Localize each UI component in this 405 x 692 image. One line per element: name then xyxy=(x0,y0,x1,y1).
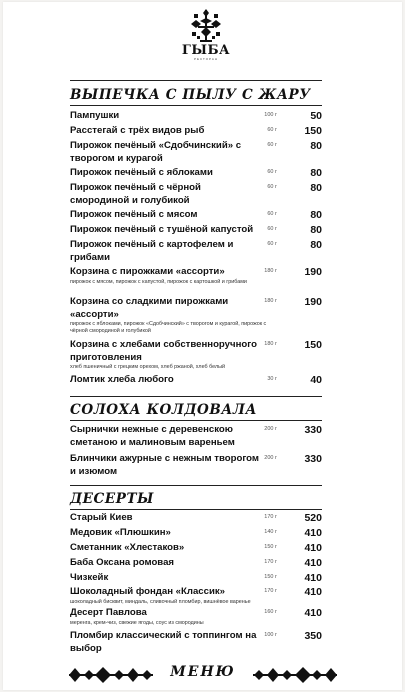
item-weight: 60 г xyxy=(267,127,277,133)
item-price: 80 xyxy=(310,209,322,221)
item-weight: 200 г xyxy=(264,426,277,432)
item-weight: 60 г xyxy=(267,169,277,175)
item-name: Десерт Павлова xyxy=(70,607,147,618)
item-weight: 60 г xyxy=(267,226,277,232)
item-description: пирожок с мясом, пирожок с капустой, пирожок с картошкой и грибами xyxy=(70,278,247,285)
item-name: Пирожок печёный с яблоками xyxy=(70,167,213,178)
item-name: Расстегай с трёх видов рыб xyxy=(70,125,205,136)
restaurant-logo xyxy=(181,8,231,72)
menu-item xyxy=(70,125,322,138)
item-weight: 100 г xyxy=(264,112,277,118)
menu-item xyxy=(70,527,322,540)
menu-page xyxy=(3,2,402,690)
item-price: 80 xyxy=(310,140,322,152)
item-price: 330 xyxy=(304,453,322,465)
menu-item xyxy=(70,266,322,285)
item-price: 350 xyxy=(304,630,322,642)
section-divider xyxy=(70,420,322,421)
item-name: Корзина со сладкими пирожками «ассорти» xyxy=(70,296,229,320)
logo-name: ГЫБА xyxy=(181,43,231,58)
item-price: 410 xyxy=(304,607,322,619)
item-name: Корзина с пирожками «ассорти» xyxy=(70,266,225,277)
item-name: Баба Оксана ромовая xyxy=(70,557,175,568)
item-price: 410 xyxy=(304,527,322,539)
section-divider xyxy=(70,509,322,510)
item-price: 50 xyxy=(310,110,322,122)
menu-item xyxy=(70,607,322,626)
section-divider xyxy=(70,105,322,106)
menu-item xyxy=(70,239,322,264)
ornament-left-icon xyxy=(69,666,153,684)
section-divider xyxy=(70,485,322,486)
item-price: 150 xyxy=(304,125,322,137)
item-name: Сметанник «Хлестаков» xyxy=(70,542,185,553)
menu-item xyxy=(70,424,322,449)
item-description: хлеб пшеничный с грецким орехом, хлеб ржаной, хлеб белый xyxy=(70,364,225,370)
menu-item xyxy=(70,557,322,570)
footer-title: МЕНЮ xyxy=(170,664,236,680)
item-name: Пирожок печёный с мясом xyxy=(70,209,198,220)
item-name: Старый Киев xyxy=(70,512,133,523)
menu-item xyxy=(70,110,322,123)
item-price: 410 xyxy=(304,586,322,598)
item-name: Пирожок печёный с картофелем и грибами xyxy=(70,239,234,263)
menu-item xyxy=(70,182,322,207)
item-name: Пирожок печёный «Сдобчинский» с творогом и курагой xyxy=(70,140,242,164)
item-price: 190 xyxy=(304,266,322,278)
menu-item xyxy=(70,339,322,371)
item-weight: 160 г xyxy=(264,609,277,615)
menu-item xyxy=(70,512,322,525)
item-weight: 170 г xyxy=(264,514,277,520)
item-price: 410 xyxy=(304,572,322,584)
section-title-bakery: ВЫПЕЧКА С ПЫЛУ С ЖАРУ xyxy=(70,87,311,103)
section-divider xyxy=(70,396,322,397)
section-title-breakfast: СОЛОХА КОЛДОВАЛА xyxy=(70,402,258,418)
menu-item xyxy=(70,209,322,222)
menu-item xyxy=(70,453,322,478)
item-weight: 140 г xyxy=(264,529,277,535)
item-name: Ломтик хлеба любого xyxy=(70,374,174,385)
menu-item xyxy=(70,167,322,180)
item-description: меренга, крем-чиз, свежие ягоды, соус из смородины xyxy=(70,619,204,626)
item-weight: 180 г xyxy=(264,268,277,274)
item-name: Шоколадный фондан «Классик» xyxy=(70,586,226,597)
item-price: 190 xyxy=(304,296,322,308)
menu-item xyxy=(70,224,322,237)
menu-item xyxy=(70,586,322,605)
item-name: Чизкейк xyxy=(70,572,109,583)
item-price: 80 xyxy=(310,224,322,236)
section-title-desserts: ДЕСЕРТЫ xyxy=(70,491,154,507)
logo-subtitle: РЕСТОРАН xyxy=(193,57,219,61)
item-weight: 100 г xyxy=(264,632,277,638)
menu-item xyxy=(70,140,322,165)
item-description: шоколадный бисквит, миндаль, сливочный пломбир, вишнёвое варенье xyxy=(70,598,251,605)
item-weight: 60 г xyxy=(267,184,277,190)
item-weight: 150 г xyxy=(264,544,277,550)
item-price: 80 xyxy=(310,182,322,194)
item-name: Пампушки xyxy=(70,110,120,121)
section-divider xyxy=(70,80,322,81)
item-name: Пломбир классический с топпингом на выбор xyxy=(70,630,257,654)
item-description: пирожок с яблоками, пирожок «Сдобчинский» с творогом и курагой, пирожок с чёрной смородиной и голубикой xyxy=(70,321,267,334)
ornament-tree-icon xyxy=(188,8,224,44)
item-weight: 60 г xyxy=(267,211,277,217)
item-weight: 150 г xyxy=(264,574,277,580)
menu-item xyxy=(70,542,322,555)
item-weight: 60 г xyxy=(267,241,277,247)
item-weight: 170 г xyxy=(264,588,277,594)
item-weight: 180 г xyxy=(264,298,277,304)
item-weight: 30 г xyxy=(267,376,277,382)
item-weight: 200 г xyxy=(264,455,277,461)
menu-item xyxy=(70,630,322,655)
item-price: 80 xyxy=(310,167,322,179)
item-weight: 60 г xyxy=(267,142,277,148)
item-name: Сырнички нежные с деревенскою сметаною и малиновым вареньем xyxy=(70,424,235,448)
item-price: 40 xyxy=(310,374,322,386)
item-price: 520 xyxy=(304,512,322,524)
item-name: Медовик «Плюшкин» xyxy=(70,527,171,538)
item-name: Корзина с хлебами собственноручного приготовления xyxy=(70,339,257,363)
footer xyxy=(3,662,402,688)
item-price: 150 xyxy=(304,339,322,351)
ornament-right-icon xyxy=(253,666,337,684)
item-weight: 170 г xyxy=(264,559,277,565)
item-name: Пирожок печёный с чёрной смородиной и голубикой xyxy=(70,182,201,206)
item-price: 80 xyxy=(310,239,322,251)
menu-item xyxy=(70,296,322,334)
item-price: 410 xyxy=(304,557,322,569)
item-price: 330 xyxy=(304,424,322,436)
item-weight: 180 г xyxy=(264,341,277,347)
menu-item xyxy=(70,374,322,387)
item-name: Пирожок печёный с тушёной капустой xyxy=(70,224,254,235)
item-name: Блинчики ажурные с нежным творогом и изюмом xyxy=(70,453,260,477)
menu-item xyxy=(70,572,322,585)
item-price: 410 xyxy=(304,542,322,554)
